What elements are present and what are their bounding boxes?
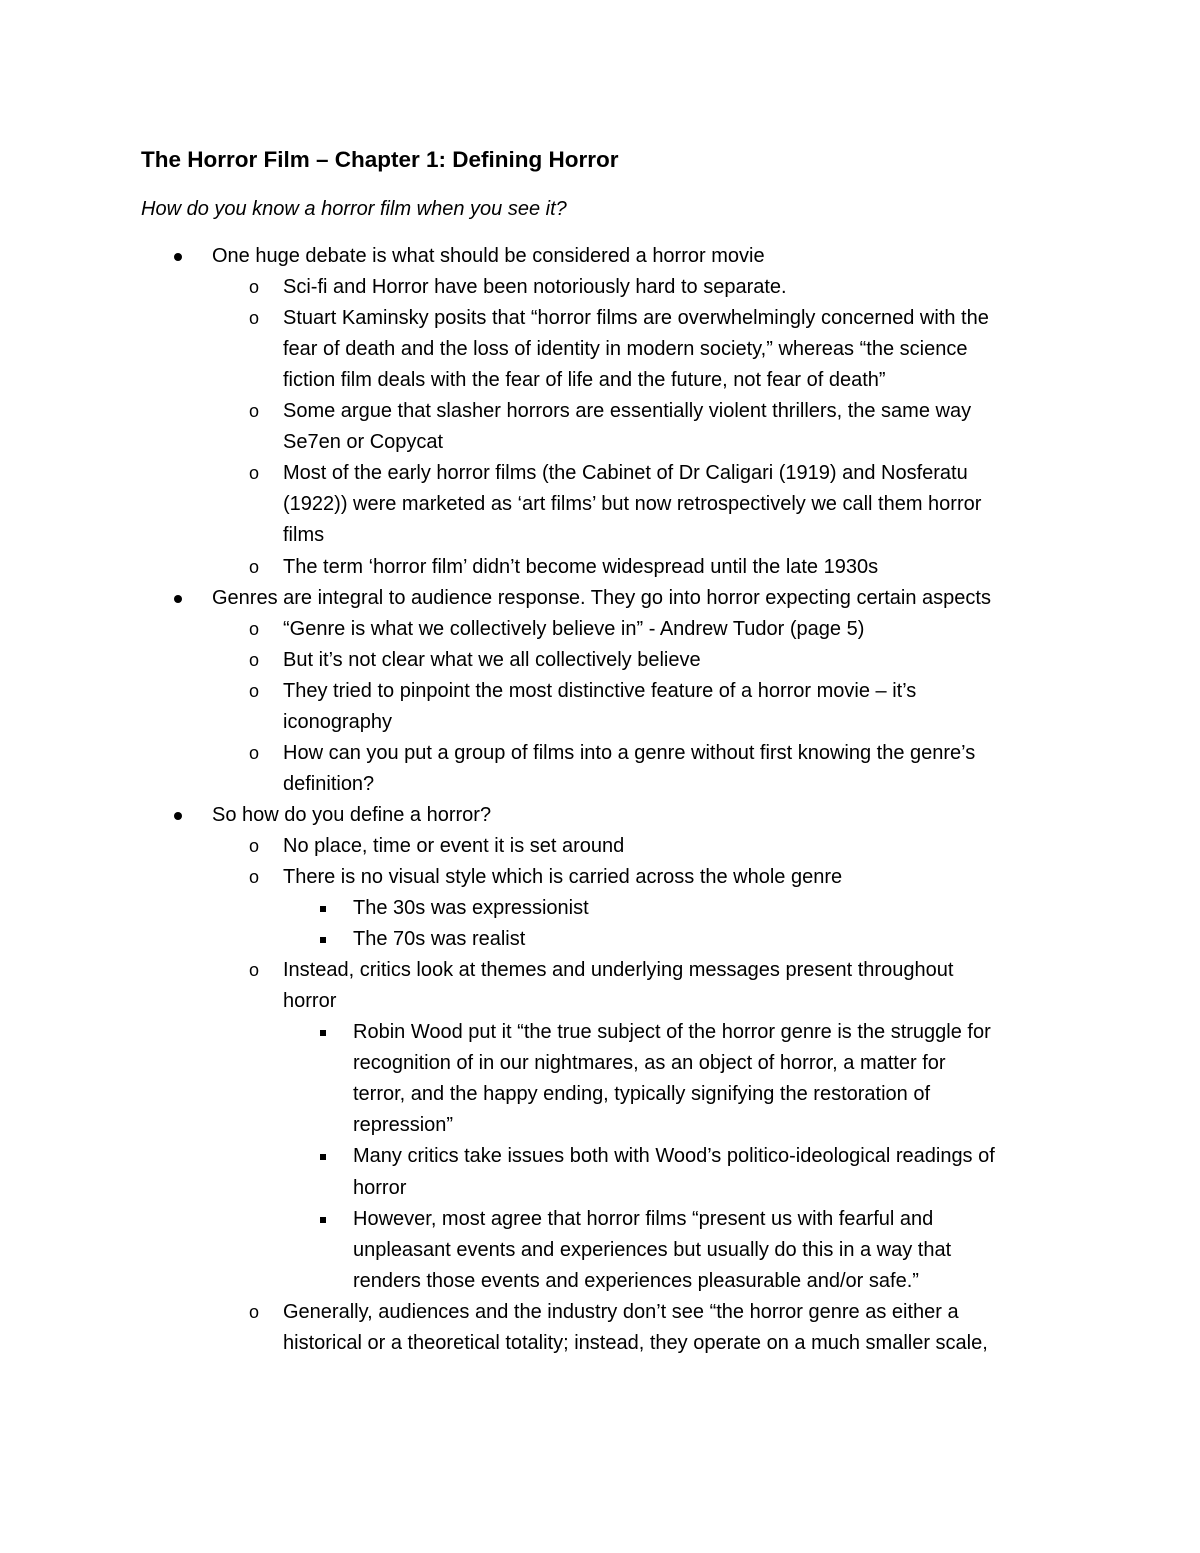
list-item-text: repression”	[353, 1114, 454, 1137]
bullet-circle-icon: o	[249, 463, 260, 484]
list-item-text: They tried to pinpoint the most distinctive feature of a horror movie – it’s	[283, 679, 917, 702]
bullet-circle-icon: o	[249, 401, 260, 422]
list-item-text: horror	[353, 1176, 407, 1199]
list-item-text: fear of death and the loss of identity in modern society,” whereas “the science	[283, 338, 968, 361]
list-item-text: horror	[283, 990, 337, 1013]
bullet-circle-icon: o	[249, 742, 260, 763]
list-item-text: iconography	[283, 710, 392, 733]
list-item-text: So how do you define a horror?	[212, 803, 492, 826]
list-item-text: Stuart Kaminsky posits that “horror films are overwhelmingly concerned with the	[283, 307, 989, 330]
list-item-text: (1922)) were marketed as ‘art films’ but now retrospectively we call them horror	[283, 493, 982, 516]
list-item-text: Most of the early horror films (the Cabinet of Dr Caligari (1919) and Nosferatu	[283, 462, 968, 485]
bullet-circle-icon: o	[249, 680, 260, 701]
list-item-text: unpleasant events and experiences but usually do this in a way that	[353, 1238, 952, 1261]
list-item-text: Some argue that slasher horrors are essentially violent thrillers, the same way	[283, 400, 972, 423]
list-item-text: renders those events and experiences pleasurable and/or safe.”	[353, 1269, 919, 1292]
bullet-circle-icon: o	[249, 867, 260, 887]
bullet-square-icon	[320, 1154, 326, 1160]
bullet-square-icon	[320, 906, 326, 912]
list-item-text: terror, and the happy ending, typically signifying the restoration of	[353, 1083, 931, 1106]
list-item-text: Robin Wood put it “the true subject of the horror genre is the struggle for	[353, 1021, 991, 1044]
bullet-square-icon	[320, 937, 326, 943]
bullet-dot-icon	[174, 812, 182, 820]
bullet-circle-icon: o	[249, 618, 260, 639]
bullet-dot-icon	[174, 253, 182, 261]
bullet-circle-icon: o	[249, 308, 260, 329]
list-item-text: Sci-fi and Horror have been notoriously hard to separate.	[283, 276, 787, 299]
list-item-text: The 30s was expressionist	[353, 897, 589, 920]
bullet-dot-icon	[174, 595, 182, 603]
list-item-text: fiction film deals with the fear of life and the future, not fear of death”	[283, 369, 886, 392]
bullet-square-icon	[320, 1217, 326, 1223]
page-title: The Horror Film – Chapter 1: Defining Horror	[141, 147, 619, 172]
list-item-text: There is no visual style which is carried across the whole genre	[283, 866, 843, 888]
list-item-text: However, most agree that horror films “present us with fearful and	[353, 1207, 934, 1230]
list-item-text: But it’s not clear what we all collectively believe	[283, 648, 701, 671]
bullet-square-icon	[320, 1030, 326, 1036]
bullet-circle-icon: o	[249, 277, 260, 298]
bullet-circle-icon: o	[249, 960, 260, 981]
bullet-circle-icon: o	[249, 649, 260, 670]
list-item-text: Generally, audiences and the industry don’t see “the horror genre as either a	[283, 1300, 959, 1323]
list-item-text: How can you put a group of films into a genre without first knowing the genre’s	[283, 741, 976, 764]
list-item-text: The 70s was realist	[353, 928, 526, 951]
list-item-text: Instead, critics look at themes and underlying messages present throughout	[283, 959, 954, 982]
list-item-text: One huge debate is what should be considered a horror movie	[212, 245, 765, 267]
list-item-text: The term ‘horror film’ didn’t become widespread until the late 1930s	[283, 555, 879, 578]
bullet-circle-icon: o	[249, 835, 260, 856]
bullet-circle-icon: o	[249, 1301, 260, 1322]
list-item-text: Genres are integral to audience response. They go into horror expecting certain aspects	[212, 586, 991, 609]
list-item-text: Many critics take issues both with Wood’s politico-ideological readings of	[353, 1145, 995, 1168]
list-item-text: “Genre is what we collectively believe in” - Andrew Tudor (page 5)	[283, 617, 865, 640]
list-item-text: historical or a theoretical totality; instead, they operate on a much smaller scale,	[283, 1331, 988, 1354]
list-item-text: definition?	[283, 772, 375, 795]
bullet-circle-icon: o	[249, 556, 260, 577]
list-item-text: Se7en or Copycat	[283, 431, 444, 454]
list-item-text: recognition of in our nightmares, as an object of horror, a matter for	[353, 1052, 946, 1075]
page-subtitle: How do you know a horror film when you see it?	[141, 198, 567, 220]
list-item-text: No place, time or event it is set around	[283, 834, 625, 857]
list-item-text: films	[283, 524, 325, 547]
